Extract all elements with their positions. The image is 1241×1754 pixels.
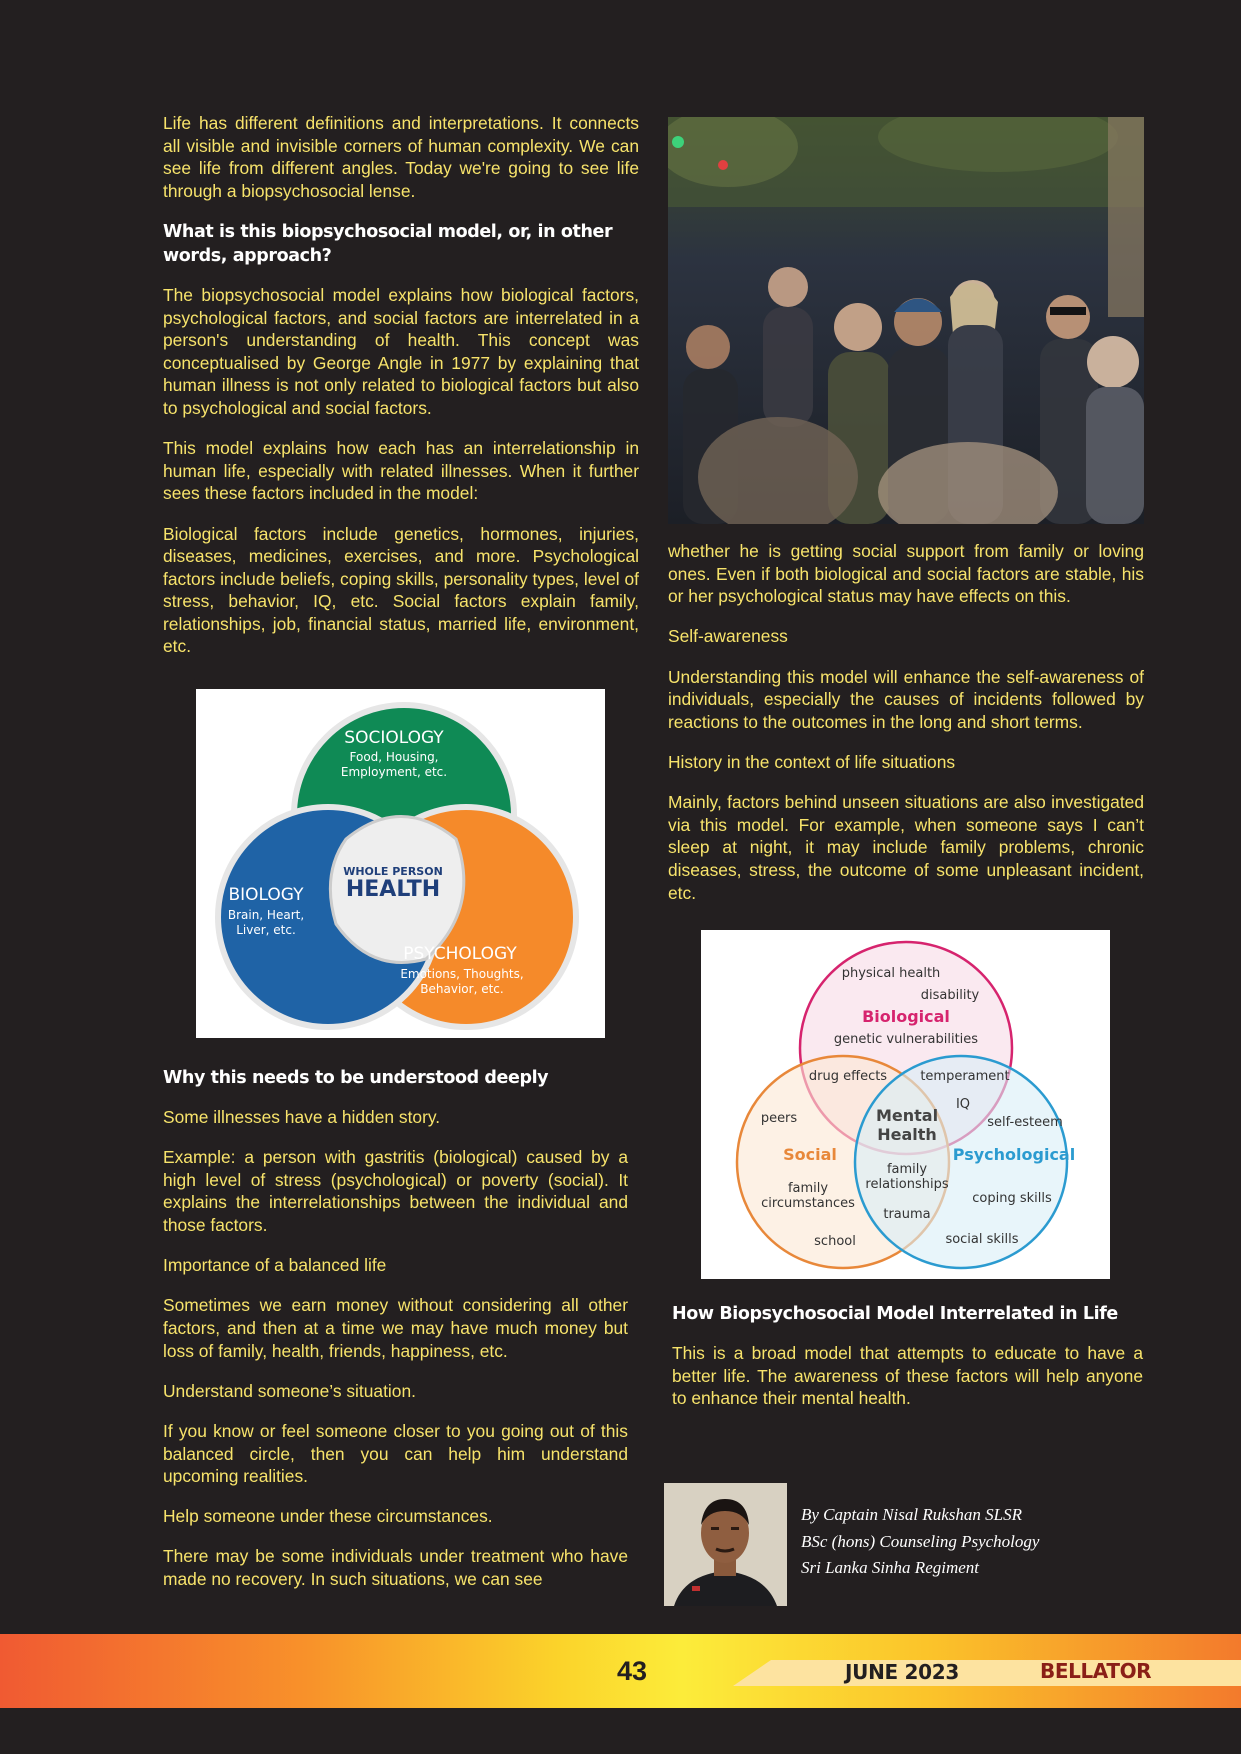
author-unit: Sri Lanka Sinha Regiment bbox=[801, 1558, 980, 1577]
body-paragraph: whether he is getting social support from family or loving ones. Even if both biological and social factors are stable, his or her psychological status may have effects on this. bbox=[668, 541, 1144, 607]
body-paragraph: Help someone under these circumstances. bbox=[163, 1506, 493, 1527]
magazine-name: BELLATOR bbox=[1040, 1659, 1152, 1683]
body-paragraph: This is a broad model that attempts to educate to have a better life. The awareness of these factors will help anyone to enhance their mental health. bbox=[672, 1343, 1143, 1409]
left-column-lower bbox=[163, 1066, 628, 1608]
body-paragraph: Self-awareness bbox=[668, 626, 788, 647]
issue-date: JUNE 2023 bbox=[845, 1660, 960, 1684]
psychology-title: PSYCHOLOGY bbox=[403, 944, 517, 964]
right-column-lower bbox=[672, 1302, 1143, 1427]
author-qualification: BSc (hons) Counseling Psychology bbox=[801, 1531, 1040, 1551]
body-paragraph: History in the context of life situations bbox=[668, 751, 956, 772]
body-paragraph: Understand someone’s situation. bbox=[163, 1380, 416, 1401]
section-heading: What is this biopsychosocial model, or, in other words, approach? bbox=[163, 221, 613, 266]
label-drug-effects: drug effects bbox=[808, 1069, 888, 1084]
biology-title: BIOLOGY bbox=[228, 885, 304, 905]
label-coping-skills: coping skills bbox=[972, 1191, 1052, 1206]
center-label-small: WHOLE PERSON bbox=[343, 865, 443, 878]
body-paragraph: Mainly, factors behind unseen situations are also investigated via this model. For example, when someone says I can’t sleep at night, it may include family problems, chronic diseases, stress, the outcome of some unpleasant incident, etc. bbox=[668, 792, 1144, 903]
body-paragraph: Sometimes we earn money without considering all other factors, and then at a time we may have much money but loss of family, health, friends, happiness, etc. bbox=[163, 1295, 628, 1361]
body-paragraph: There may be some individuals under treatment who have made no recovery. In such situations, we can see bbox=[163, 1546, 628, 1590]
body-paragraph: This model explains how each has an interrelationship in human life, especially with related illnesses. When it further sees these factors included in the model: bbox=[163, 438, 639, 504]
psychology-detail: Behavior, etc. bbox=[420, 982, 504, 996]
label-school: school bbox=[814, 1234, 856, 1249]
body-paragraph: Example: a person with gastritis (biological) caused by a high level of stress (psychological) or poverty (social). It explains the interrelationships between the individual and those factors. bbox=[163, 1147, 628, 1235]
mental-health-venn-diagram bbox=[701, 930, 1110, 1279]
section-heading: How Biopsychosocial Model Interrelated in Life bbox=[672, 1304, 1118, 1324]
page-number: 43 bbox=[616, 1656, 648, 1686]
body-paragraph: Understanding this model will enhance the self-awareness of individuals, especially the causes of incidents followed by reactions to the outcomes in the long and short terms. bbox=[668, 666, 1144, 732]
biological-title: Biological bbox=[862, 1007, 950, 1026]
label-family-relationships: family bbox=[886, 1162, 928, 1177]
label-iq: IQ bbox=[955, 1097, 971, 1112]
label-family-relationships: relationships bbox=[865, 1177, 949, 1192]
page-footer bbox=[0, 1634, 1241, 1708]
author-name: By Captain Nisal Rukshan SLSR bbox=[801, 1505, 1022, 1524]
whole-person-health-diagram bbox=[196, 689, 605, 1038]
label-family-circumstances: family bbox=[787, 1181, 829, 1196]
right-column bbox=[668, 540, 1144, 922]
sociology-detail: Food, Housing, bbox=[349, 750, 439, 764]
center-health: Health bbox=[877, 1125, 937, 1144]
sociology-title: SOCIOLOGY bbox=[344, 728, 444, 748]
section-heading: Why this needs to be understood deeply bbox=[163, 1068, 549, 1088]
label-family-circumstances: circumstances bbox=[761, 1196, 855, 1211]
body-paragraph: Biological factors include genetics, hormones, injuries, diseases, medicines, exercises, and more. Psychological factors include beliefs, coping skills, personality types, level of stress, behavior, IQ, etc. Social factors explain family, relationships, job, financial status, married life, environment, etc. bbox=[163, 523, 639, 657]
label-genetic: genetic vulnerabilities bbox=[833, 1032, 979, 1047]
body-paragraph: If you know or feel someone closer to you going out of this balanced circle, then you can help him understand upcoming realities. bbox=[163, 1420, 628, 1487]
label-temperament: temperament bbox=[920, 1069, 1010, 1084]
label-self-esteem: self-esteem bbox=[987, 1115, 1063, 1130]
social-title: Social bbox=[783, 1145, 837, 1164]
author-byline bbox=[801, 1502, 1039, 1582]
body-paragraph: Some illnesses have a hidden story. bbox=[163, 1107, 441, 1127]
sociology-detail: Employment, etc. bbox=[340, 765, 448, 779]
label-social-skills: social skills bbox=[945, 1232, 1019, 1247]
label-physical-health: physical health bbox=[841, 966, 941, 981]
author-photo bbox=[664, 1483, 787, 1606]
label-peers: peers bbox=[760, 1111, 798, 1126]
center-mental: Mental bbox=[875, 1106, 939, 1125]
footer-tab bbox=[733, 1660, 1241, 1686]
psychology-detail: Emotions, Thoughts, bbox=[400, 967, 524, 981]
body-paragraph: Importance of a balanced life bbox=[163, 1255, 387, 1276]
center-label-big: HEALTH bbox=[345, 877, 441, 902]
biology-detail: Liver, etc. bbox=[236, 923, 296, 937]
intro-paragraph: Life has different definitions and interpretations. It connects all visible and invisible corners of human complexity. We can see life from different angles. Today we're going to see life through a biopsychosocial lense. bbox=[163, 113, 639, 201]
biology-detail: Brain, Heart, bbox=[227, 908, 305, 922]
label-disability: disability bbox=[920, 988, 980, 1003]
psychological-title: Psychological bbox=[952, 1145, 1076, 1164]
label-trauma: trauma bbox=[883, 1207, 931, 1222]
left-column bbox=[163, 112, 639, 676]
body-paragraph: The biopsychosocial model explains how biological factors, psychological factors, and social factors are interrelated in a person's understanding of health. This concept was conceptualised by George Angle in 1977 by explaining that human illness is not only related to biological factors but also to psychological and social factors. bbox=[163, 284, 639, 418]
crowd-photo bbox=[668, 117, 1144, 524]
